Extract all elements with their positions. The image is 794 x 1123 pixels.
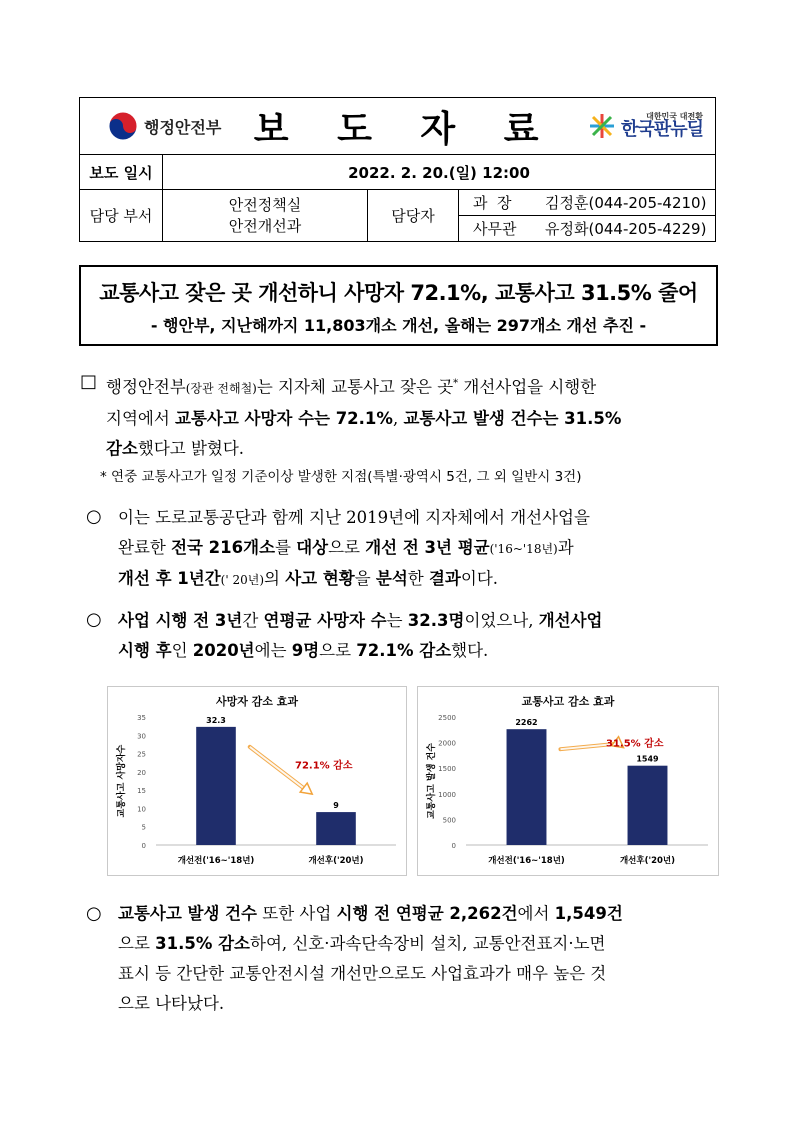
- text-run: (' 20년): [220, 573, 265, 587]
- korean-new-deal-logo: [589, 113, 703, 139]
- title-cell: [80, 98, 716, 155]
- y-tick-label: 10: [137, 805, 146, 814]
- text-run: 인: [171, 641, 193, 660]
- deaths-chart-svg: [108, 687, 406, 875]
- y-tick-label: 15: [137, 787, 146, 796]
- y-tick-label: 500: [442, 816, 456, 825]
- text-run: 의: [264, 569, 286, 588]
- bar: [316, 812, 356, 845]
- text-run: 간: [242, 611, 264, 630]
- x-tick-label: 개선후('20년): [619, 856, 676, 866]
- text-run: ,: [392, 408, 404, 428]
- text-run: 개선사업을 시행한: [458, 377, 597, 397]
- reduction-annotation: 31.5% 감소: [606, 738, 664, 750]
- data-label: 32.3: [206, 715, 226, 725]
- data-label: 9: [333, 801, 339, 811]
- bar: [507, 729, 547, 845]
- emphasis-text: 교통사고 발생 건수는 31.5%: [403, 408, 622, 428]
- emphasis-text: 1,549건: [554, 904, 623, 923]
- paragraph-2: [118, 503, 718, 595]
- footnote: * 연중 교통사고가 일정 기준이상 발생한 지점(특별·광역시 5건, 그 외 일반시 3건): [100, 469, 582, 485]
- emphasis-text: 교통사고 사망자 수는 72.1%: [175, 408, 393, 428]
- text-run: 과: [557, 538, 574, 557]
- emphasis-text: 결과: [428, 569, 461, 588]
- dept-cell: [163, 190, 368, 242]
- headline-box: [79, 265, 718, 346]
- press-header-table: [79, 97, 716, 242]
- chart-title: 교통사고 감소 효과: [521, 695, 615, 708]
- contact-name: 유정화(044-205-4229): [545, 220, 707, 238]
- x-tick-label: 개선전('16~'18년): [488, 856, 565, 866]
- reduction-annotation: 72.1% 감소: [295, 760, 353, 772]
- release-label: 보도 일시: [80, 155, 163, 190]
- contact-name: 김정훈(044-205-4210): [545, 194, 707, 212]
- press-release-title: 보 도 자 료: [253, 107, 557, 150]
- y-tick-label: 0: [451, 842, 456, 850]
- emphasis-text: 전국 216개소: [171, 538, 276, 557]
- contact-role: 사무관: [473, 220, 517, 238]
- text-run: 으로: [319, 641, 357, 660]
- taegeuk-emblem-icon: [108, 111, 138, 141]
- y-tick-label: 1500: [438, 765, 456, 774]
- y-tick-label: 0: [141, 842, 146, 850]
- x-tick-label: 개선후('20년): [308, 856, 364, 866]
- text-run: 는: [386, 611, 408, 630]
- text-run: 이는 도로교통공단과 함께 지난 2019년에 지자체에서 개선사업을: [118, 508, 590, 527]
- footnote-marker: *: [453, 378, 459, 389]
- data-label: 1549: [636, 754, 659, 764]
- y-tick-label: 20: [137, 768, 146, 777]
- headline-title: 교통사고 잦은 곳 개선하니 사망자 72.1%, 교통사고 31.5% 줄어: [99, 281, 698, 305]
- square-bullet: □: [80, 371, 98, 392]
- y-tick-label: 35: [137, 714, 146, 722]
- contact-row: [459, 216, 716, 242]
- emphasis-text: 시행 후: [118, 641, 172, 660]
- text-run: 지역에서: [106, 408, 176, 428]
- text-run: 를: [275, 538, 297, 557]
- text-run: 는 지자체 교통사고 잦은 곳: [256, 377, 454, 397]
- brand-slogan: 대한민국 대전환: [646, 112, 703, 121]
- headline-subtitle: - 행안부, 지난해까지 11,803개소 개선, 올해는 297개소 개선 추진 -: [150, 316, 647, 335]
- paragraph-3: [118, 606, 718, 666]
- emphasis-text: 시행 전 연평균 2,262건: [336, 904, 518, 923]
- x-tick-label: 개선전('16~'18년): [177, 856, 255, 866]
- y-tick-label: 2500: [438, 714, 456, 722]
- emphasis-text: 72.1% 감소: [356, 641, 452, 660]
- contact-label: 담당자: [368, 190, 459, 242]
- text-run: 에서: [517, 904, 555, 923]
- contact-role: 과 장: [473, 194, 512, 212]
- circle-bullet: ○: [86, 609, 102, 630]
- emphasis-text: 분석: [375, 569, 408, 588]
- y-tick-label: 30: [137, 732, 146, 741]
- dept-label: 담당 부서: [80, 190, 163, 242]
- bar: [628, 766, 668, 845]
- text-run: 이다.: [460, 569, 498, 588]
- emphasis-text: 32.3명: [407, 611, 465, 630]
- emphasis-text: 감소: [106, 438, 138, 458]
- circle-bullet: ○: [86, 903, 102, 924]
- text-run: 으로: [328, 538, 366, 557]
- circle-bullet: ○: [86, 506, 102, 527]
- y-tick-label: 2000: [438, 739, 456, 748]
- ministry-logo: [108, 111, 221, 141]
- contact-row: [459, 190, 716, 216]
- emphasis-text: 사업 시행 전 3년: [118, 611, 243, 630]
- ministry-name: 행정안전부: [144, 117, 222, 137]
- release-date: 2022. 2. 20.(일) 12:00: [163, 155, 716, 190]
- chart-title: 사망자 감소 효과: [215, 695, 299, 708]
- dept-line-2: 안전개선과: [228, 216, 302, 235]
- bar: [196, 727, 236, 845]
- emphasis-text: 연평균 사망자 수: [263, 611, 387, 630]
- text-run: 표시 등 간단한 교통안전시설 개선만으로도 사업효과가 매우 높은 것: [118, 964, 607, 983]
- accidents-chart: [417, 686, 719, 876]
- new-deal-star-icon: [589, 113, 615, 139]
- y-axis-label: 교통사고 발생 건수: [427, 743, 437, 819]
- emphasis-text: 대상: [296, 538, 329, 557]
- text-run: 이었으나,: [464, 611, 539, 630]
- text-run: (장관 전해철): [185, 381, 257, 396]
- data-label: 2262: [515, 718, 538, 728]
- paragraph-1: [106, 369, 718, 464]
- emphasis-text: 9명: [291, 641, 320, 660]
- text-run: 완료한: [118, 538, 172, 557]
- text-run: 했다고 밝혔다.: [137, 438, 245, 458]
- text-run: 으로 나타났다.: [118, 994, 225, 1013]
- emphasis-text: 교통사고 발생 건수: [118, 904, 258, 923]
- emphasis-text: 개선사업: [538, 611, 603, 630]
- deaths-chart: [107, 686, 407, 876]
- text-run: 했다.: [451, 641, 489, 660]
- text-run: 에는: [254, 641, 292, 660]
- text-run: 한: [407, 569, 429, 588]
- text-run: 으로: [118, 934, 156, 953]
- emphasis-text: 2020년: [192, 641, 255, 660]
- emphasis-text: 개선 전 3년 평균: [365, 538, 490, 557]
- dept-line-1: 안전정책실: [228, 195, 302, 214]
- brand-name: 한국판뉴딜: [621, 119, 703, 140]
- y-axis-label: 교통사고 사망자수: [117, 744, 127, 818]
- emphasis-text: 31.5% 감소: [155, 934, 250, 953]
- text-run: 을: [354, 569, 376, 588]
- text-run: 하여, 신호·과속단속장비 설치, 교통안전표지·노면: [250, 934, 606, 953]
- accidents-chart-svg: [418, 687, 718, 875]
- y-tick-label: 5: [141, 823, 146, 832]
- emphasis-text: 사고 현황: [285, 569, 355, 588]
- text-run: 또한 사업: [257, 904, 337, 923]
- text-run: 행정안전부: [106, 377, 186, 397]
- text-run: ('16~'18년): [489, 542, 558, 556]
- paragraph-4: [118, 899, 718, 1019]
- y-tick-label: 25: [137, 750, 146, 759]
- y-tick-label: 1000: [438, 790, 456, 799]
- emphasis-text: 개선 후 1년간: [118, 569, 221, 588]
